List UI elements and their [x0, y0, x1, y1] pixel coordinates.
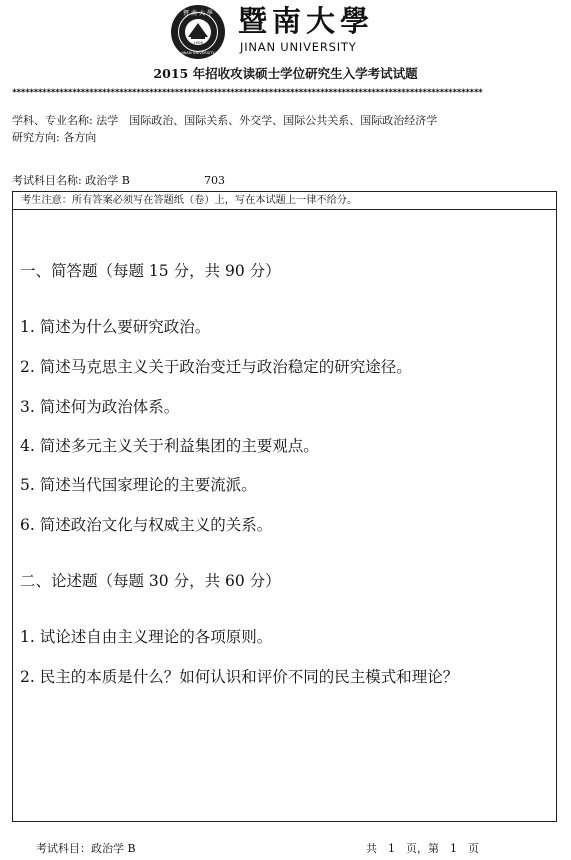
- direction-value: 各方向: [63, 131, 97, 144]
- page-header: [0, 0, 571, 62]
- question-item: 3. 简述何为政治体系。: [20, 398, 180, 416]
- subject-label: 考试科目名称:: [12, 174, 82, 187]
- question-item: 1. 简述为什么要研究政治。: [20, 318, 211, 336]
- svg-text:暨 南 大 學: 暨 南 大 學: [183, 10, 213, 17]
- subject-code: 703: [204, 174, 225, 187]
- question-item: 2. 简述马克思主义关于政治变迁与政治稳定的研究途径。: [20, 358, 412, 376]
- question-item: 2. 民主的本质是什么？如何认识和评价不同的民主模式和理论？: [20, 668, 459, 686]
- exam-title: 2015 年招收攻读硕士学位研究生入学考试试题: [153, 66, 418, 81]
- section-title-short-answer: 一、简答题（每题 15 分，共 90 分）: [20, 262, 281, 280]
- candidate-notice: 考生注意：所有答案必须写在答题纸（卷）上，写在本试题上一律不给分。: [13, 192, 556, 210]
- question-item: 6. 简述政治文化与权威主义的关系。: [20, 516, 273, 534]
- footer-page-count: 共 1 页，第 1 页: [366, 842, 479, 855]
- question-item: 4. 简述多元主义关于利益集团的主要观点。: [20, 437, 319, 455]
- university-name-cn: 暨南大學: [238, 4, 375, 38]
- university-name-en: JINAN UNIVERSITY: [240, 40, 357, 54]
- direction-line: [12, 131, 96, 145]
- svg-text:1906: 1906: [193, 40, 203, 45]
- university-seal-logo: [170, 4, 226, 60]
- svg-text:JINAN UNIVERSITY: JINAN UNIVERSITY: [181, 51, 215, 55]
- star-divider: **************************************************************************************************************: [12, 88, 483, 98]
- major-value: 法学 国际政治、国际关系、外交学、国际公共关系、国际政治经济学: [96, 114, 438, 127]
- question-item: 1. 试论述自由主义理论的各项原则。: [20, 628, 273, 646]
- footer-subject: 考试科目：政治学 B: [36, 842, 136, 855]
- major-label: 学科、专业名称:: [12, 114, 93, 127]
- subject-value: 政治学 B: [85, 174, 130, 187]
- question-frame: [12, 191, 557, 822]
- section-title-essay: 二、论述题（每题 30 分，共 60 分）: [20, 572, 281, 590]
- question-item: 5. 简述当代国家理论的主要流派。: [20, 476, 257, 494]
- major-line: [12, 114, 437, 128]
- direction-label: 研究方向:: [12, 131, 60, 144]
- subject-line: [12, 174, 130, 188]
